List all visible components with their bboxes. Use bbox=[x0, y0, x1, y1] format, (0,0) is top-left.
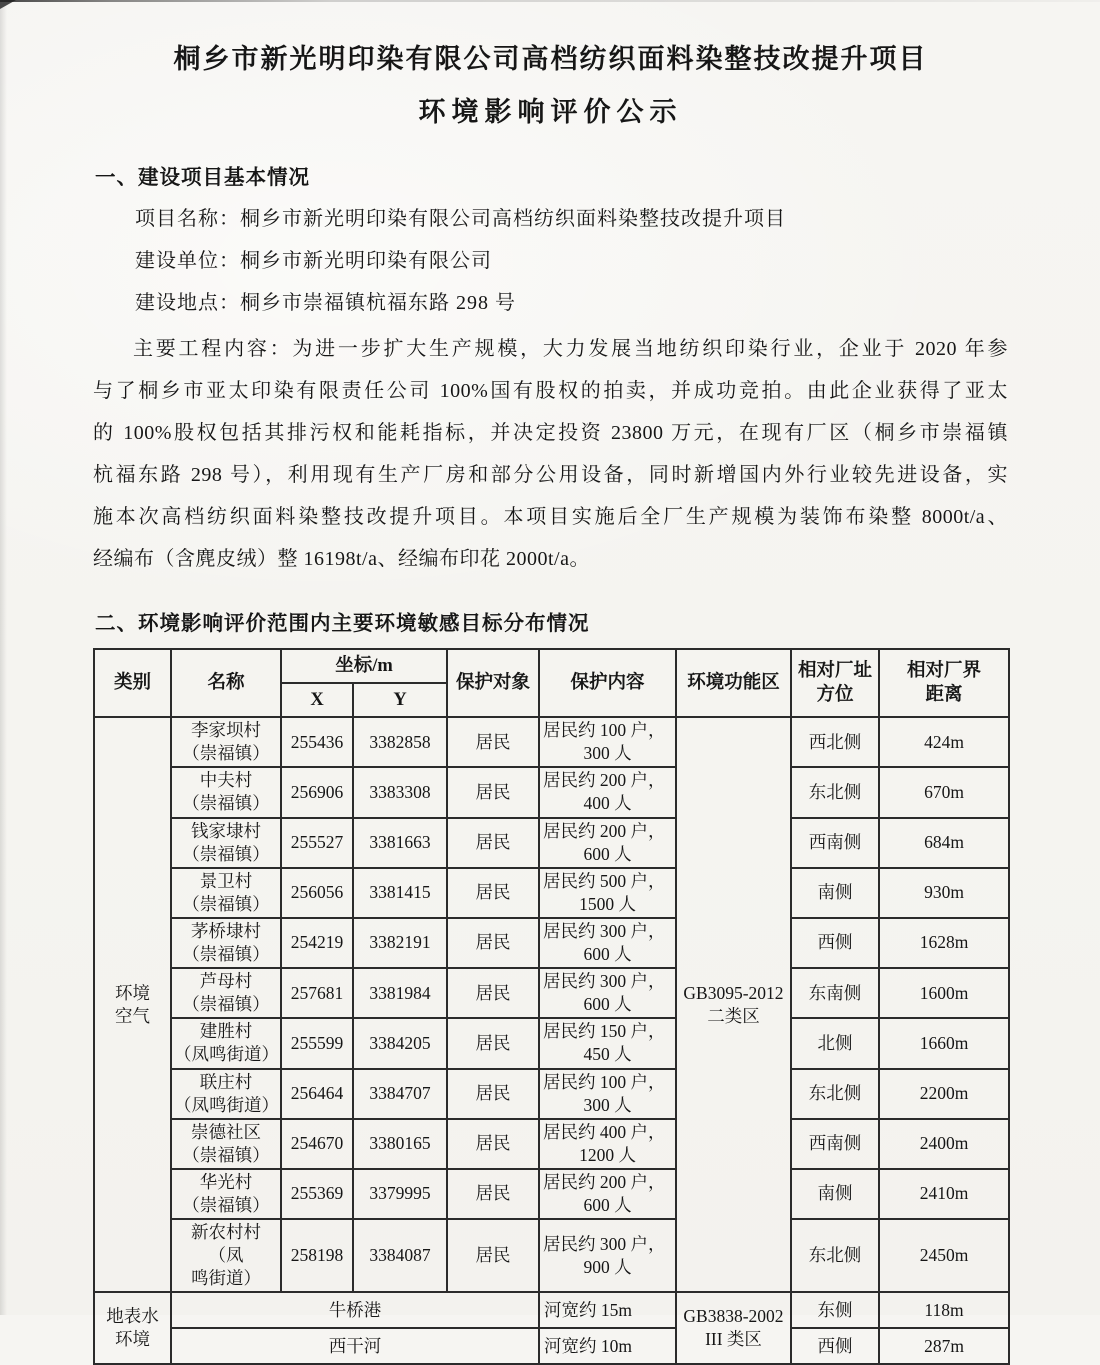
name-cell: 景卫村 （崇福镇） bbox=[171, 868, 281, 918]
distance-cell: 2410m bbox=[879, 1169, 1009, 1219]
name-cell: 联庄村 （凤鸣街道） bbox=[171, 1069, 281, 1119]
sensitive-targets-table bbox=[93, 648, 1010, 1365]
construction-site-line: 建设地点：桐乡市崇福镇杭福东路 298 号 bbox=[135, 292, 516, 315]
water-name-cell: 西干河 bbox=[171, 1328, 539, 1364]
air-row bbox=[94, 717, 1009, 767]
protection-target-cell: 居民 bbox=[447, 918, 539, 968]
zone-water-cell: GB3838-2002 III 类区 bbox=[676, 1292, 791, 1364]
coordinate-x-cell: 258198 bbox=[281, 1219, 353, 1292]
coordinate-y-cell: 3382858 bbox=[353, 717, 447, 767]
coordinate-x-cell: 255436 bbox=[281, 717, 353, 767]
protection-content-cell: 居民约 500 户， 1500 人 bbox=[539, 868, 676, 918]
protection-target-cell: 居民 bbox=[447, 968, 539, 1018]
category-water-cell: 地表水 环境 bbox=[94, 1292, 171, 1364]
water-content-cell: 河宽约 10m bbox=[539, 1328, 676, 1364]
protection-target-cell: 居民 bbox=[447, 1018, 539, 1068]
air-row bbox=[94, 1169, 1009, 1219]
coordinate-x-cell: 257681 bbox=[281, 968, 353, 1018]
air-row bbox=[94, 1119, 1009, 1169]
air-row bbox=[94, 818, 1009, 868]
name-cell: 茅桥埭村 （崇福镇） bbox=[171, 918, 281, 968]
paragraph-line: 施本次高档纺织面料染整技改提升项目。本项目实施后全厂生产规模为装饰布染整 8000t/a、 bbox=[93, 506, 1008, 529]
direction-cell: 东北侧 bbox=[791, 767, 879, 817]
protection-target-cell: 居民 bbox=[447, 1169, 539, 1219]
paragraph-line: 的 100%股权包括其排污权和能耗指标，并决定投资 23800 万元，在现有厂区（桐乡市崇福镇 bbox=[93, 422, 1008, 445]
name-cell: 钱家埭村 （崇福镇） bbox=[171, 818, 281, 868]
air-section-rows bbox=[94, 717, 1009, 1292]
protection-content-cell: 居民约 100 户， 300 人 bbox=[539, 1069, 676, 1119]
air-row bbox=[94, 1219, 1009, 1292]
protection-target-cell: 居民 bbox=[447, 1119, 539, 1169]
distance-cell: 1660m bbox=[879, 1018, 1009, 1068]
direction-cell: 南侧 bbox=[791, 868, 879, 918]
protection-content-cell: 居民约 150 户， 450 人 bbox=[539, 1018, 676, 1068]
water-distance-cell: 118m bbox=[879, 1292, 1009, 1328]
coordinate-y-cell: 3381984 bbox=[353, 968, 447, 1018]
distance-cell: 930m bbox=[879, 868, 1009, 918]
coordinate-x-cell: 256056 bbox=[281, 868, 353, 918]
water-section-rows bbox=[94, 1292, 1009, 1364]
air-row bbox=[94, 767, 1009, 817]
air-row bbox=[94, 918, 1009, 968]
header-relative-distance: 相对厂界 距离 bbox=[879, 649, 1009, 717]
distance-cell: 2200m bbox=[879, 1069, 1009, 1119]
protection-target-cell: 居民 bbox=[447, 818, 539, 868]
coordinate-y-cell: 3383308 bbox=[353, 767, 447, 817]
distance-cell: 424m bbox=[879, 717, 1009, 767]
header-protection-target: 保护对象 bbox=[447, 649, 539, 717]
section1-heading: 一、建设项目基本情况 bbox=[95, 167, 310, 190]
header-coordinate-x: X bbox=[281, 683, 353, 717]
distance-cell: 1600m bbox=[879, 968, 1009, 1018]
header-name: 名称 bbox=[171, 649, 281, 717]
direction-cell: 西侧 bbox=[791, 918, 879, 968]
section2-heading: 二、环境影响评价范围内主要环境敏感目标分布情况 bbox=[95, 613, 590, 636]
zone-air-cell: GB3095-2012 二类区 bbox=[676, 717, 791, 1292]
distance-cell: 2450m bbox=[879, 1219, 1009, 1292]
direction-cell: 东北侧 bbox=[791, 1069, 879, 1119]
coordinate-x-cell: 254219 bbox=[281, 918, 353, 968]
direction-cell: 南侧 bbox=[791, 1169, 879, 1219]
air-row bbox=[94, 1069, 1009, 1119]
protection-content-cell: 居民约 200 户， 600 人 bbox=[539, 1169, 676, 1219]
air-row bbox=[94, 968, 1009, 1018]
coordinate-x-cell: 256464 bbox=[281, 1069, 353, 1119]
direction-cell: 西南侧 bbox=[791, 818, 879, 868]
header-coordinates: 坐标/m bbox=[281, 649, 447, 683]
coordinate-x-cell: 255599 bbox=[281, 1018, 353, 1068]
coordinate-x-cell: 255369 bbox=[281, 1169, 353, 1219]
water-row bbox=[94, 1292, 1009, 1328]
protection-content-cell: 居民约 100 户， 300 人 bbox=[539, 717, 676, 767]
name-cell: 建胜村 （凤鸣街道） bbox=[171, 1018, 281, 1068]
header-env-function-zone: 环境功能区 bbox=[676, 649, 791, 717]
protection-content-cell: 居民约 300 户， 600 人 bbox=[539, 918, 676, 968]
water-content-cell: 河宽约 15m bbox=[539, 1292, 676, 1328]
paragraph-line: 与了桐乡市亚太印染有限责任公司 100%国有股权的拍卖，并成功竞拍。由此企业获得了亚太 bbox=[93, 380, 1008, 403]
protection-target-cell: 居民 bbox=[447, 868, 539, 918]
header-protection-content: 保护内容 bbox=[539, 649, 676, 717]
coordinate-y-cell: 3380165 bbox=[353, 1119, 447, 1169]
name-cell: 李家坝村 （崇福镇） bbox=[171, 717, 281, 767]
distance-cell: 1628m bbox=[879, 918, 1009, 968]
header-category: 类别 bbox=[94, 649, 171, 717]
document-content bbox=[93, 0, 1008, 1365]
protection-target-cell: 居民 bbox=[447, 767, 539, 817]
direction-cell: 西北侧 bbox=[791, 717, 879, 767]
coordinate-y-cell: 3384707 bbox=[353, 1069, 447, 1119]
coordinate-y-cell: 3384087 bbox=[353, 1219, 447, 1292]
protection-content-cell: 居民约 200 户， 400 人 bbox=[539, 767, 676, 817]
coordinate-x-cell: 255527 bbox=[281, 818, 353, 868]
water-direction-cell: 东侧 bbox=[791, 1292, 879, 1328]
protection-content-cell: 居民约 300 户， 900 人 bbox=[539, 1219, 676, 1292]
project-name-line: 项目名称：桐乡市新光明印染有限公司高档纺织面料染整技改提升项目 bbox=[135, 208, 786, 231]
paragraph-line: 经编布（含麂皮绒）整 16198t/a、经编布印花 2000t/a。 bbox=[93, 548, 590, 571]
coordinate-y-cell: 3382191 bbox=[353, 918, 447, 968]
header-relative-direction: 相对厂址 方位 bbox=[791, 649, 879, 717]
water-row bbox=[94, 1328, 1009, 1364]
direction-cell: 西南侧 bbox=[791, 1119, 879, 1169]
air-row bbox=[94, 868, 1009, 918]
construction-unit-line: 建设单位：桐乡市新光明印染有限公司 bbox=[135, 250, 492, 273]
direction-cell: 东南侧 bbox=[791, 968, 879, 1018]
coordinate-y-cell: 3379995 bbox=[353, 1169, 447, 1219]
protection-content-cell: 居民约 200 户， 600 人 bbox=[539, 818, 676, 868]
header-coordinate-y: Y bbox=[353, 683, 447, 717]
protection-target-cell: 居民 bbox=[447, 717, 539, 767]
name-cell: 华光村 （崇福镇） bbox=[171, 1169, 281, 1219]
distance-cell: 2400m bbox=[879, 1119, 1009, 1169]
coordinate-x-cell: 254670 bbox=[281, 1119, 353, 1169]
name-cell: 崇德社区 （崇福镇） bbox=[171, 1119, 281, 1169]
protection-target-cell: 居民 bbox=[447, 1219, 539, 1292]
protection-content-cell: 居民约 300 户， 600 人 bbox=[539, 968, 676, 1018]
name-cell: 中夫村 （崇福镇） bbox=[171, 767, 281, 817]
distance-cell: 670m bbox=[879, 767, 1009, 817]
paragraph-line: 杭福东路 298 号），利用现有生产厂房和部分公用设备，同时新增国内外行业较先进设备，实 bbox=[93, 464, 1008, 487]
document-title: 桐乡市新光明印染有限公司高档纺织面料染整技改提升项目 bbox=[173, 44, 928, 74]
water-direction-cell: 西侧 bbox=[791, 1328, 879, 1364]
coordinate-y-cell: 3384205 bbox=[353, 1018, 447, 1068]
direction-cell: 北侧 bbox=[791, 1018, 879, 1068]
main-content-paragraph bbox=[93, 324, 1008, 580]
air-row bbox=[94, 1018, 1009, 1068]
water-name-cell: 牛桥港 bbox=[171, 1292, 539, 1328]
distance-cell: 684m bbox=[879, 818, 1009, 868]
name-cell: 新农村村（凤 鸣街道） bbox=[171, 1219, 281, 1292]
table-header bbox=[94, 649, 1009, 717]
protection-target-cell: 居民 bbox=[447, 1069, 539, 1119]
scan-artifact-left-edge bbox=[0, 0, 7, 1315]
coordinate-y-cell: 3381415 bbox=[353, 868, 447, 918]
water-distance-cell: 287m bbox=[879, 1328, 1009, 1364]
category-air-cell: 环境 空气 bbox=[94, 717, 171, 1292]
coordinate-y-cell: 3381663 bbox=[353, 818, 447, 868]
coordinate-x-cell: 256906 bbox=[281, 767, 353, 817]
document-subtitle: 环境影响评价公示 bbox=[418, 97, 683, 128]
project-info-block bbox=[93, 190, 1008, 324]
name-cell: 芦母村 （崇福镇） bbox=[171, 968, 281, 1018]
direction-cell: 东北侧 bbox=[791, 1219, 879, 1292]
protection-content-cell: 居民约 400 户， 1200 人 bbox=[539, 1119, 676, 1169]
paragraph-line: 主要工程内容：为进一步扩大生产规模，大力发展当地纺织印染行业，企业于 2020 年参 bbox=[133, 338, 1008, 361]
